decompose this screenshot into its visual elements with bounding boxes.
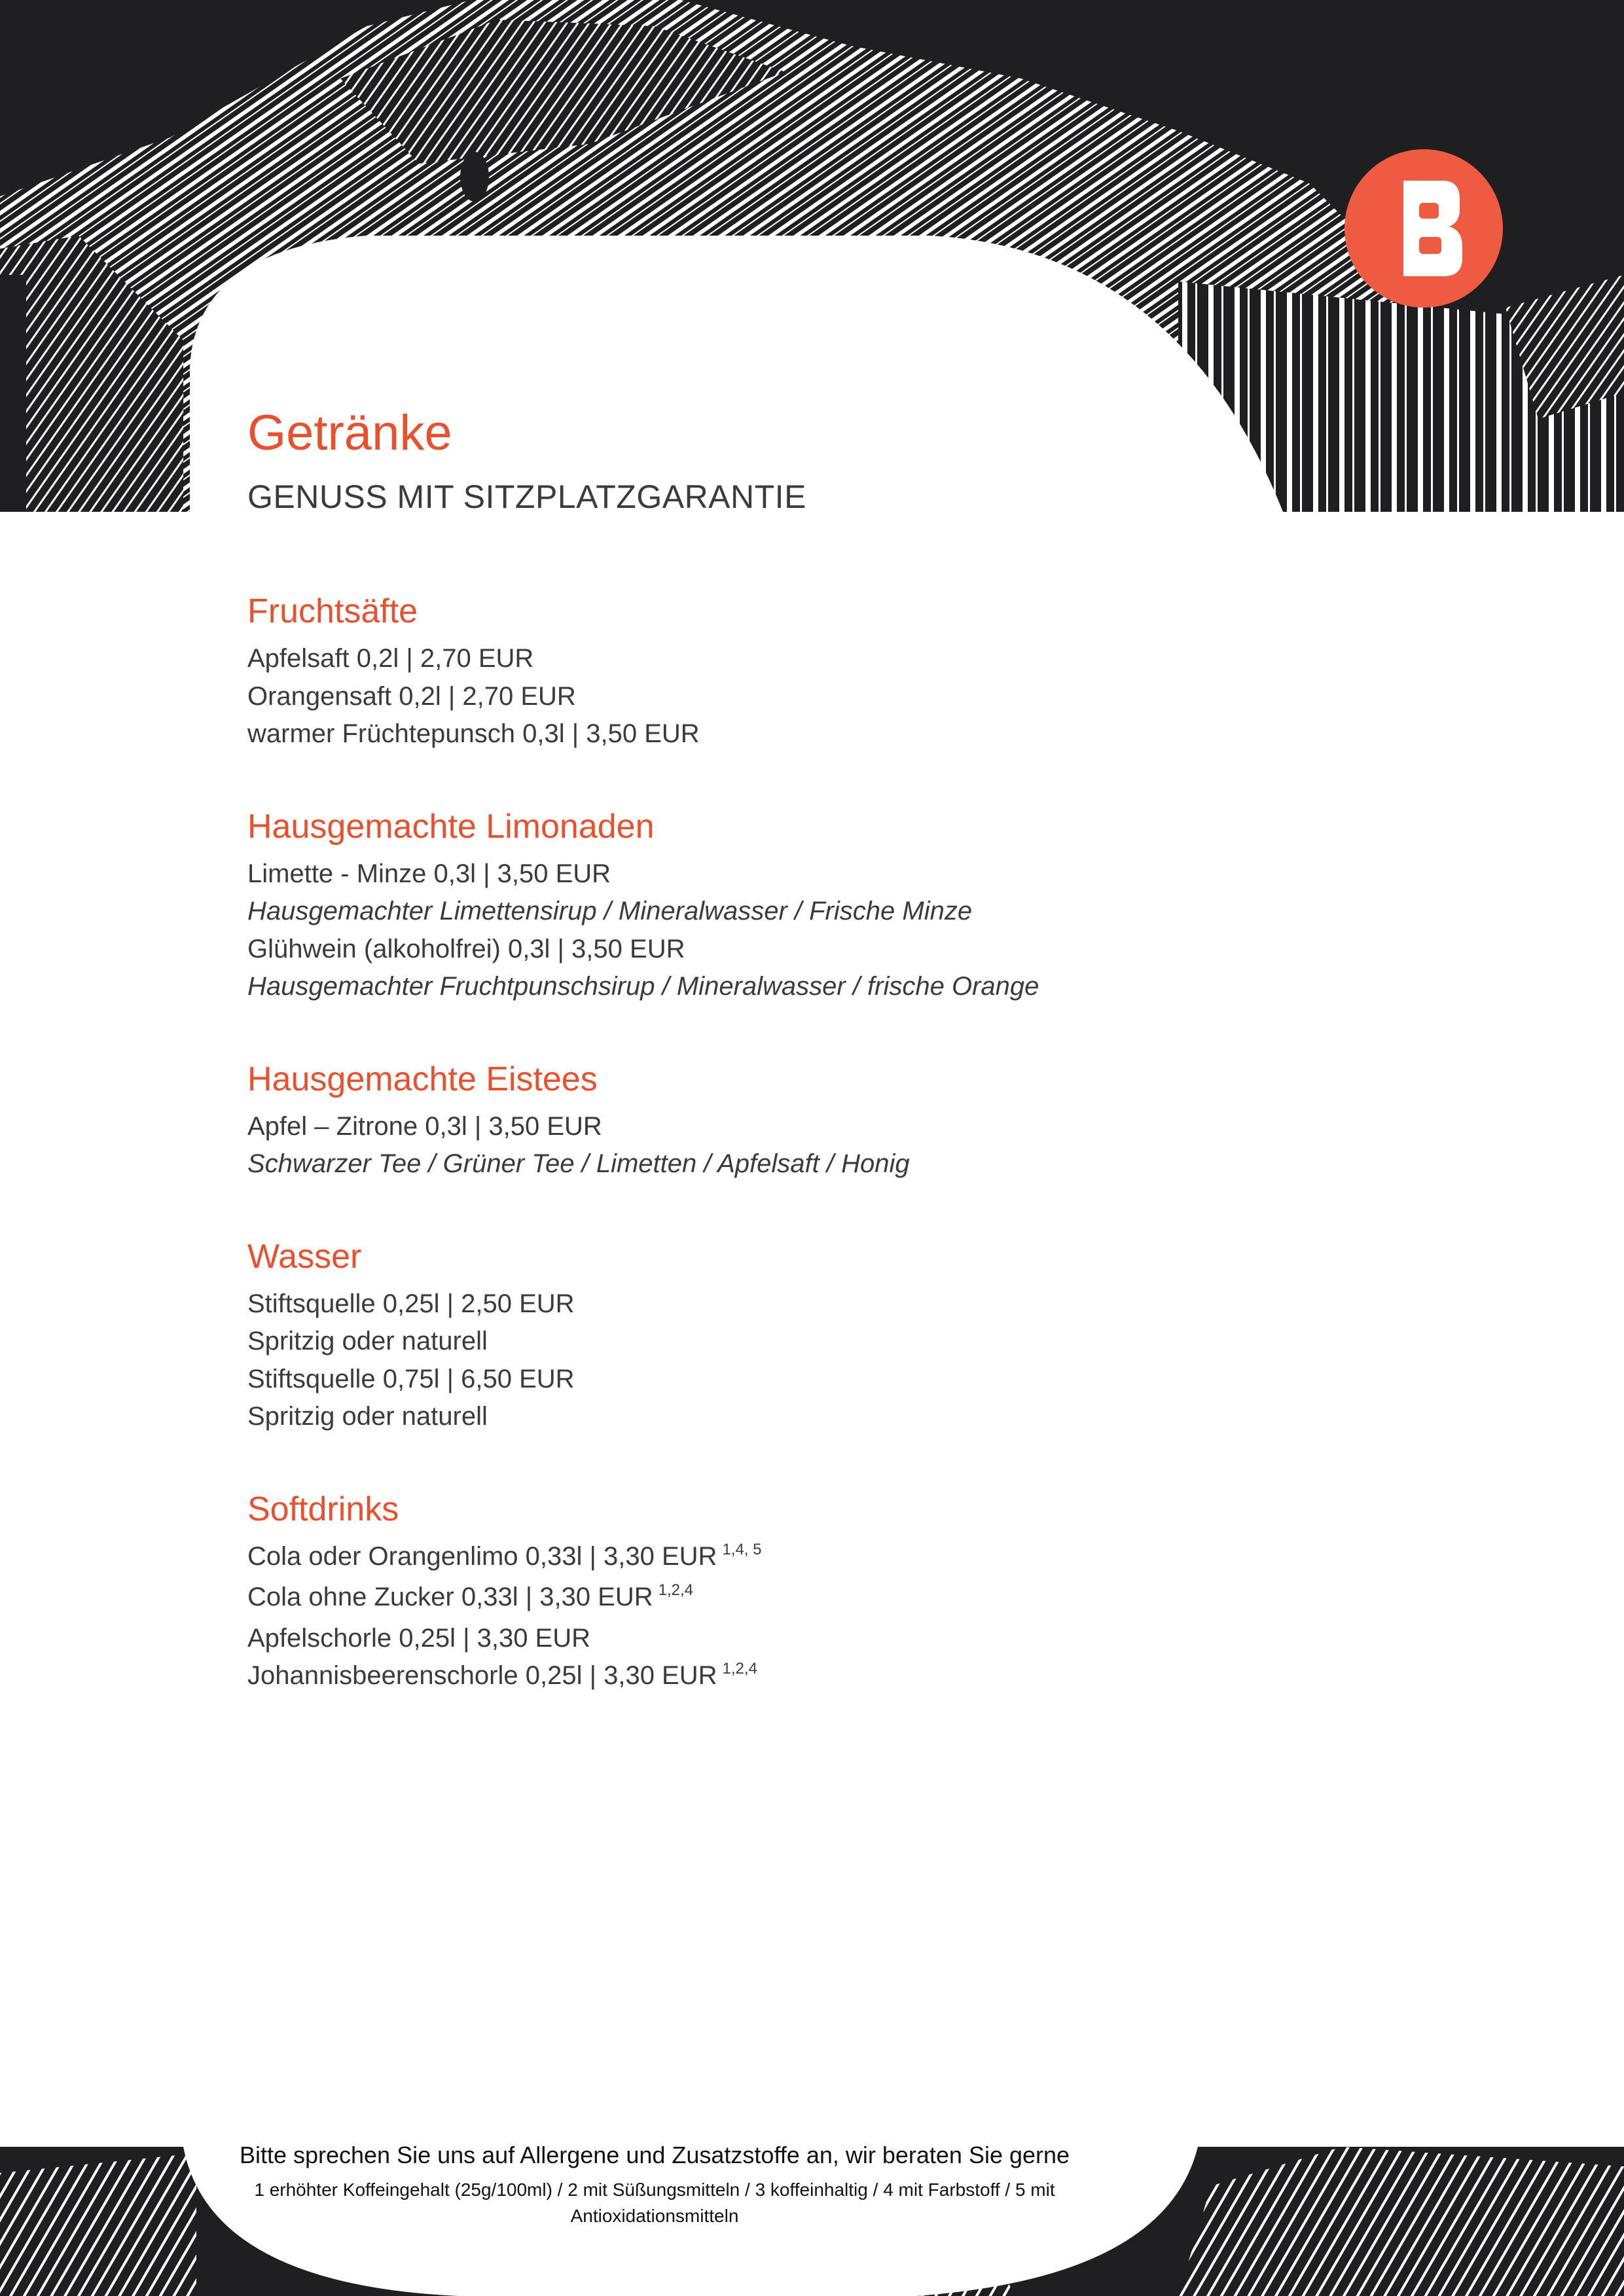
menu-item-text: Schwarzer Tee / Grüner Tee / Limetten / Apfelsaft / Honig [247, 1149, 910, 1178]
menu-item [247, 1657, 1491, 1698]
menu-item-text: Stiftsquelle 0,25l | 2,50 EUR [247, 1289, 575, 1318]
menu-item-text: Orangensaft 0,2l | 2,70 EUR [247, 681, 576, 711]
menu-section [247, 589, 1491, 753]
menu-item [247, 855, 1491, 893]
menu-section [247, 1234, 1491, 1436]
menu-section [247, 1487, 1491, 1698]
menu-item-text: Stiftsquelle 0,75l | 6,50 EUR [247, 1364, 575, 1393]
menu-item-description [247, 893, 1491, 931]
section-heading: Wasser [247, 1237, 362, 1276]
menu-item [247, 1620, 1491, 1658]
section-heading: Fruchtsäfte [247, 592, 418, 630]
drinks-menu [247, 589, 1491, 1698]
menu-item-text: Spritzig oder naturell [247, 1327, 488, 1355]
menu-item [247, 715, 1491, 753]
menu-content [247, 401, 1491, 1749]
menu-item [247, 1108, 1491, 1146]
menu-item [247, 1398, 1491, 1436]
menu-item-text: Cola oder Orangenlimo 0,33l | 3,30 EUR [247, 1541, 717, 1571]
menu-item-text: Spritzig oder naturell [247, 1402, 488, 1431]
menu-item-text: Limette - Minze 0,3l | 3,50 EUR [247, 859, 611, 888]
allergen-note: Bitte sprechen Sie uns auf Allergene und Zusatzstoffe an, wir beraten Sie gerne [239, 2142, 1070, 2168]
menu-item [247, 640, 1491, 678]
page-title: Getränke [247, 405, 452, 461]
menu-section [247, 1057, 1491, 1183]
menu-item-text: Hausgemachter Fruchtpunschsirup / Mineralwasser / frische Orange [247, 972, 1039, 1001]
menu-item-text: Apfelschorle 0,25l | 3,30 EUR [247, 1623, 591, 1653]
menu-item-text: Glühwein (alkoholfrei) 0,3l | 3,50 EUR [247, 934, 685, 963]
menu-item-text: Apfel – Zitrone 0,3l | 3,50 EUR [247, 1111, 602, 1141]
menu-item [247, 1361, 1491, 1399]
letter-b-icon [1344, 149, 1503, 308]
menu-item-description [247, 1145, 1491, 1183]
menu-item [247, 1579, 1491, 1620]
menu-item [247, 931, 1491, 969]
menu-item-text: Hausgemachter Limettensirup / Mineralwasser / Frische Minze [247, 897, 973, 925]
additive-footnote: 1,4, 5 [722, 1540, 762, 1558]
additive-footnote: 1,2,4 [722, 1660, 757, 1677]
menu-item [247, 1323, 1491, 1361]
brand-logo [1344, 149, 1503, 308]
additive-footnote: 1,2,4 [658, 1581, 693, 1599]
menu-item-text: warmer Früchtepunsch 0,3l | 3,50 EUR [247, 719, 700, 748]
menu-section [247, 804, 1491, 1006]
section-heading: Softdrinks [247, 1490, 399, 1528]
footer-notes [196, 2139, 1113, 2229]
menu-item-description [247, 968, 1491, 1006]
menu-item-text: Johannisbeerenschorle 0,25l | 3,30 EUR [247, 1661, 717, 1690]
menu-item [247, 1538, 1491, 1579]
menu-item [247, 678, 1491, 716]
page-subtitle: GENUSS MIT SITZPLATZGARANTIE [247, 478, 806, 515]
menu-item-text: Apfelsaft 0,2l | 2,70 EUR [247, 644, 534, 673]
additives-legend: 1 erhöhter Koffeingehalt (25g/100ml) / 2 mit Süßungsmitteln / 3 koffeinhaltig / 4 mit Farbstoff / 5 mit Antioxidationsmitteln [254, 2179, 1055, 2226]
section-heading: Hausgemachte Limonaden [247, 807, 655, 846]
menu-item-text: Cola ohne Zucker 0,33l | 3,30 EUR [247, 1583, 653, 1611]
section-heading: Hausgemachte Eistees [247, 1060, 598, 1098]
menu-item [247, 1285, 1491, 1323]
